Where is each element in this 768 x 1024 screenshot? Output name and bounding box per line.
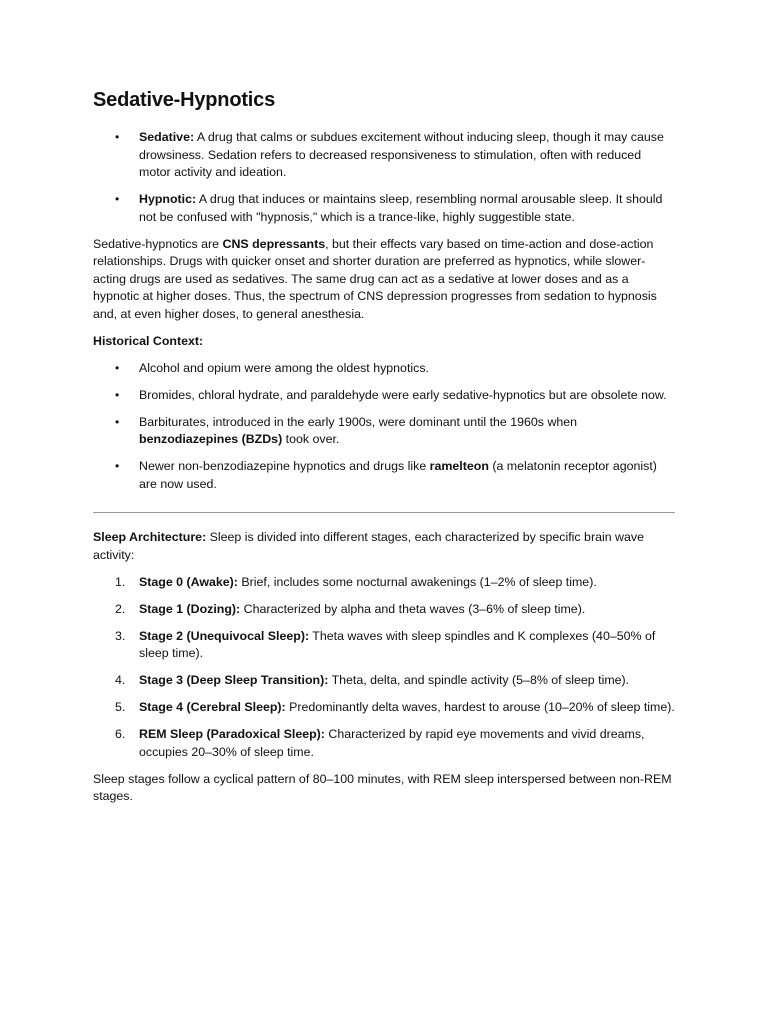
stage-item	[93, 699, 675, 717]
horizontal-divider	[93, 512, 675, 513]
sleep-stages-list	[93, 574, 675, 762]
stage-item	[93, 628, 675, 663]
list-number: 4.	[115, 673, 126, 687]
stage-name: REM Sleep (Paradoxical Sleep):	[139, 727, 325, 741]
stage-desc: Characterized by alpha and theta waves (3–6% of sleep time).	[240, 601, 586, 616]
list-number: 2.	[115, 601, 126, 616]
text-run: took over.	[282, 432, 340, 446]
text-run: Sleep is divided into different stages, each characterized by specific brain wave activity:	[93, 530, 644, 562]
term-label: Sedative:	[139, 130, 195, 144]
stage-desc: Brief, includes some nocturnal awakenings (1–2% of sleep time).	[237, 574, 597, 589]
list-number: 1.	[115, 574, 126, 589]
closing-paragraph: Sleep stages follow a cyclical pattern of 80–100 minutes, with REM sleep interspersed between non-REM stages.	[93, 771, 672, 803]
sleep-intro-paragraph	[93, 529, 675, 564]
historical-heading	[93, 333, 675, 351]
stage-desc: Theta, delta, and spindle activity (5–8% of sleep time).	[328, 673, 630, 687]
historical-list	[93, 360, 675, 494]
bold-run: benzodiazepines (BZDs)	[139, 432, 283, 446]
stage-desc: Theta waves with sleep spindles and K complexes (40–50% of sleep time).	[139, 628, 656, 660]
bold-run: ramelteon	[429, 459, 489, 473]
text-run: Barbiturates, introduced in the early 1900s, were dominant until the 1960s when	[139, 414, 578, 429]
list-number: 3.	[115, 628, 126, 643]
bold-run: CNS depressants	[222, 236, 326, 251]
list-number: 5.	[115, 700, 126, 714]
section-heading: Sleep Architecture:	[93, 530, 207, 544]
list-item-sedative	[93, 129, 675, 182]
stage-name: Stage 4 (Cerebral Sleep):	[139, 700, 286, 714]
text-run: Sedative-hypnotics are	[93, 236, 223, 251]
list-item	[93, 360, 675, 378]
list-item	[93, 414, 675, 449]
stage-item	[93, 726, 675, 761]
overview-paragraph	[93, 236, 675, 324]
section-heading: Historical Context:	[93, 333, 204, 348]
stage-name: Stage 3 (Deep Sleep Transition):	[139, 673, 329, 687]
list-item	[93, 458, 675, 493]
definitions-list	[93, 129, 675, 226]
list-item-text: Bromides, chloral hydrate, and paraldehyde were early sedative-hypnotics but are obsolete now.	[139, 387, 667, 402]
list-item	[93, 387, 675, 405]
stage-name: Stage 2 (Unequivocal Sleep):	[139, 628, 310, 643]
list-item-hypnotic	[93, 191, 675, 226]
stage-desc: Characterized by rapid eye movements and vivid dreams, occupies 20–30% of sleep time.	[139, 727, 645, 759]
term-text: A drug that calms or subdues excitement without inducing sleep, though it may cause drowsiness. Sedation refers to decreased responsiveness to stimulation, often with reduced motor activity and ideation.	[139, 130, 664, 179]
stage-item	[93, 574, 675, 592]
text-run: Newer non-benzodiazepine hypnotics and drugs like	[139, 459, 430, 473]
term-text: A drug that induces or maintains sleep, resembling normal arousable sleep. It should not be confused with "hypnosis," which is a trance-like, highly suggestible state.	[139, 192, 663, 224]
stage-desc: Predominantly delta waves, hardest to arouse (10–20% of sleep time).	[285, 700, 675, 714]
text-run: , but their effects vary based on time-action and dose-action relationships. Drugs with quicker onset and shorter duration are preferred as hypnotics, while slower-acting drugs are used as sedatives. The same drug can act as a sedative at lower doses and as a hypnotic at higher doses. Thus, the spectrum of CNS depression progresses from sedation to hypnosis and, at even higher doses, to general anesthesia.	[93, 236, 657, 321]
page-title: Sedative-Hypnotics	[93, 89, 276, 111]
list-item-text: Alcohol and opium were among the oldest hypnotics.	[139, 360, 429, 375]
stage-name: Stage 0 (Awake):	[139, 574, 238, 589]
term-label: Hypnotic:	[139, 192, 197, 206]
stage-name: Stage 1 (Dozing):	[139, 601, 241, 616]
stage-item	[93, 672, 675, 690]
list-number: 6.	[115, 727, 126, 741]
text-run: (a melatonin receptor agonist) are now used.	[139, 459, 657, 491]
stage-item	[93, 601, 675, 619]
